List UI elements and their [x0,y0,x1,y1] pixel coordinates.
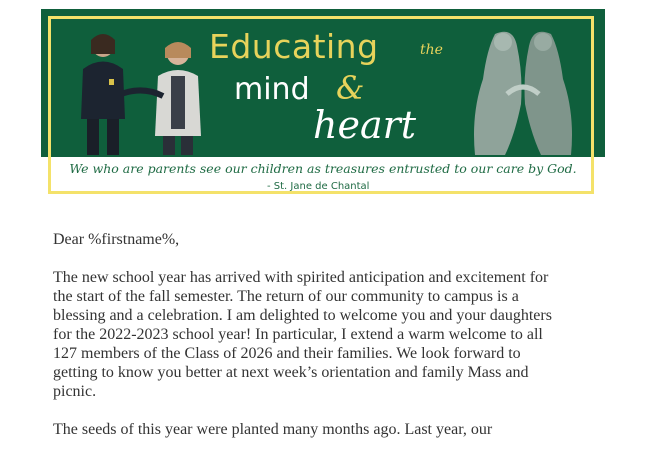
letter-paragraph-2 [53,420,613,439]
paragraph-line: The new school year has arrived with spirited anticipation and excitement for [53,269,549,286]
banner-title-heart: heart [313,103,417,147]
letter-body [53,230,613,458]
letter-paragraph-1 [53,268,613,401]
banner-title-mind: mind [234,72,310,107]
banner-title-ampersand: & [336,69,365,107]
paragraph-line: The seeds of this year were planted many months ago. Last year, our [53,421,493,438]
paragraph-line: blessing and a celebration. I am delighted to welcome you and your daughters [53,307,552,324]
banner-quote: We who are parents see our children as treasures entrusted to our care by God. [69,161,577,176]
header-banner [41,9,605,201]
letter-greeting: Dear %firstname%, [53,231,180,248]
paragraph-line: the start of the fall semester. The return of our community to campus is a [53,288,519,305]
paragraph-line: for the 2022-2023 school year! In particular, I extend a warm welcome to all [53,326,543,343]
banner-title-educating: Educating [209,27,379,66]
banner-quote-attribution: - St. Jane de Chantal [267,181,370,192]
paragraph-line: getting to know you better at next week’s orientation and family Mass and [53,364,529,381]
paragraph-line: picnic. [53,383,97,400]
paragraph-line: 127 members of the Class of 2026 and their families. We look forward to [53,345,521,362]
banner-title-the: the [420,42,443,58]
